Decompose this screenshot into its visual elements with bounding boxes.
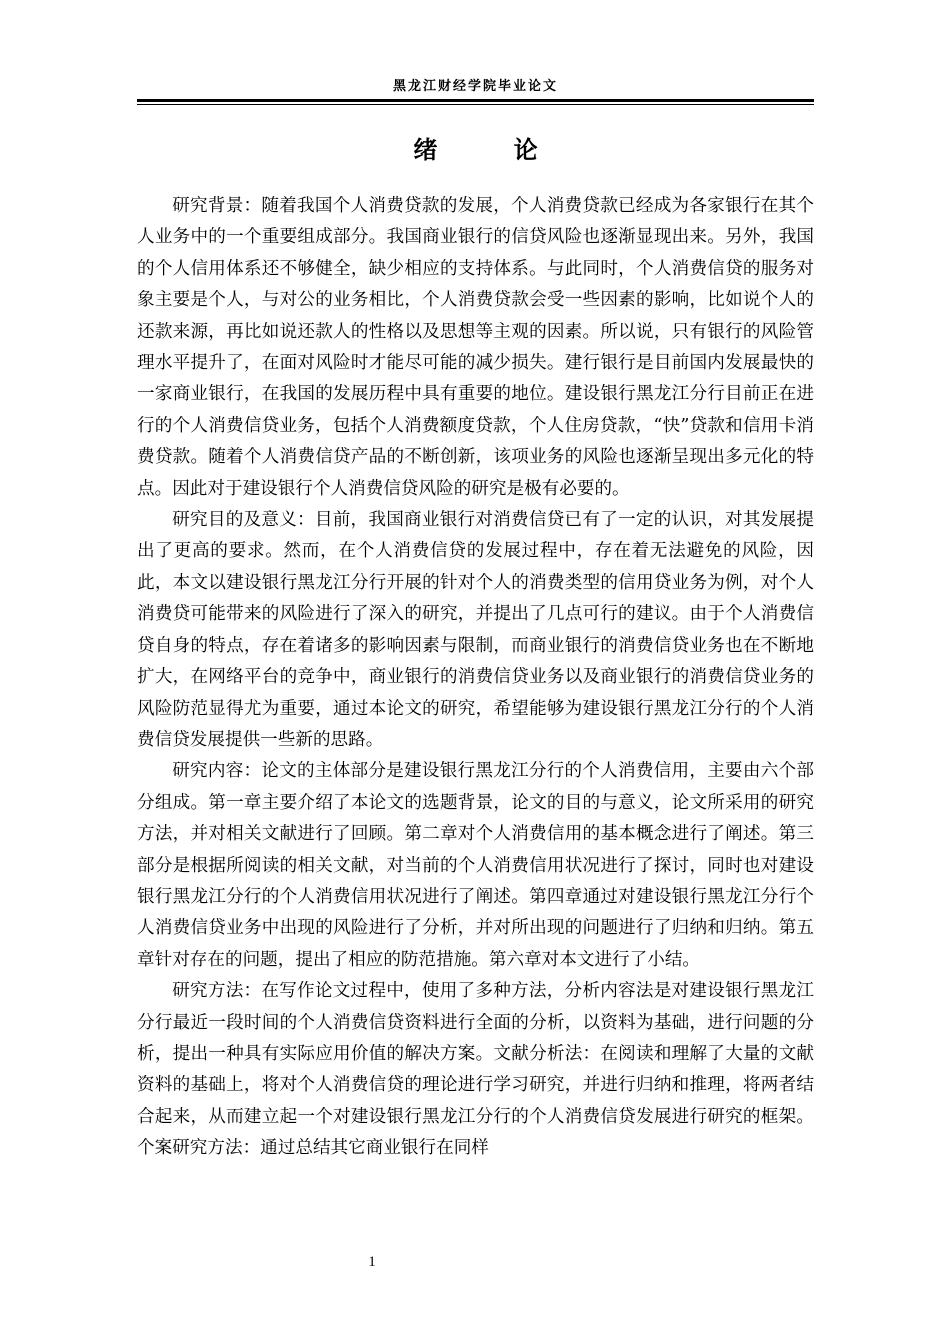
header-rule-thick — [137, 99, 814, 102]
body-text — [137, 191, 814, 1165]
header-rule-thin — [137, 104, 814, 105]
chapter-title: 绪 论 — [413, 136, 572, 164]
paragraph-research-background: 研究背景：随着我国个人消费贷款的发展，个人消费贷款已经成为各家银行在其个人业务中的一个重要组成部分。我国商业银行的信贷风险也逐渐显现出来。另外，我国的个人信用体系还不够健全，缺少相应的支持体系。与此同时，个人消费信贷的服务对象主要是个人，与对公的业务相比，个人消费贷款会受一些因素的影响，比如说个人的还款来源，再比如说还款人的性格以及思想等主观的因素。所以说，只有银行的风险管理水平提升了，在面对风险时才能尽可能的减少损失。建行银行是目前国内发展最快的一家商业银行，在我国的发展历程中具有重要的地位。建设银行黑龙江分行目前正在进行的个人消费信贷业务，包括个人消费额度贷款，个人住房贷款，“快”贷款和信用卡消费贷款。随着个人消费信贷产品的不断创新，该项业务的风险也逐渐呈现出多元化的特点。因此对于建设银行个人消费信贷风险的研究是极有必要的。 — [137, 196, 814, 499]
paragraph-research-methods: 研究方法：在写作论文过程中，使用了多种方法，分析内容法是对建设银行黑龙江分行最近一段时间的个人消费信贷资料进行全面的分析，以资料为基础，进行问题的分析，提出一种具有实际应用价值的解决方案。文献分析法：在阅读和理解了大量的文献资料的基础上，将对个人消费信贷的理论进行学习研究，并进行归纳和推理，将两者结合起来，从而建立起一个对建设银行黑龙江分行的个人消费信贷发展进行研究的框架。个案研究方法：通过总结其它商业银行在同样 — [137, 981, 814, 1159]
paragraph-research-content: 研究内容：论文的主体部分是建设银行黑龙江分行的个人消费信用，主要由六个部分组成。第一章主要介绍了本论文的选题背景，论文的目的与意义，论文所采用的研究方法，并对相关文献进行了回顾。第二章对个人消费信用的基本概念进行了阐述。第三部分是根据所阅读的相关文献，对当前的个人消费信用状况进行了探讨，同时也对建设银行黑龙江分行的个人消费信用状况进行了阐述。第四章通过对建设银行黑龙江分行个人消费信贷业务中出现的风险进行了分析，并对所出现的问题进行了归纳和归纳。第五章针对存在的问题，提出了相应的防范措施。第六章对本文进行了小结。 — [137, 761, 814, 970]
running-header: 黑龙江财经学院毕业论文 — [392, 79, 558, 94]
paragraph-research-purpose: 研究目的及意义：目前，我国商业银行对消费信贷已有了一定的认识，对其发展提出了更高的要求。然而，在个人消费信贷的发展过程中，存在着无法避免的风险，因此，本文以建设银行黑龙江分行开展的针对个人的消费类型的信用贷业务为例，对个人消费贷可能带来的风险进行了深入的研究，并提出了几点可行的建议。由于个人消费信贷自身的特点，存在着诸多的影响因素与限制，而商业银行的消费信贷业务也在不断地扩大，在网络平台的竞争中，商业银行的消费信贷业务以及商业银行的消费信贷业务的风险防范显得尤为重要，通过本论文的研究，希望能够为建设银行黑龙江分行的个人消费信贷发展提供一些新的思路。 — [137, 510, 814, 750]
page-number: 1 — [368, 1254, 376, 1270]
